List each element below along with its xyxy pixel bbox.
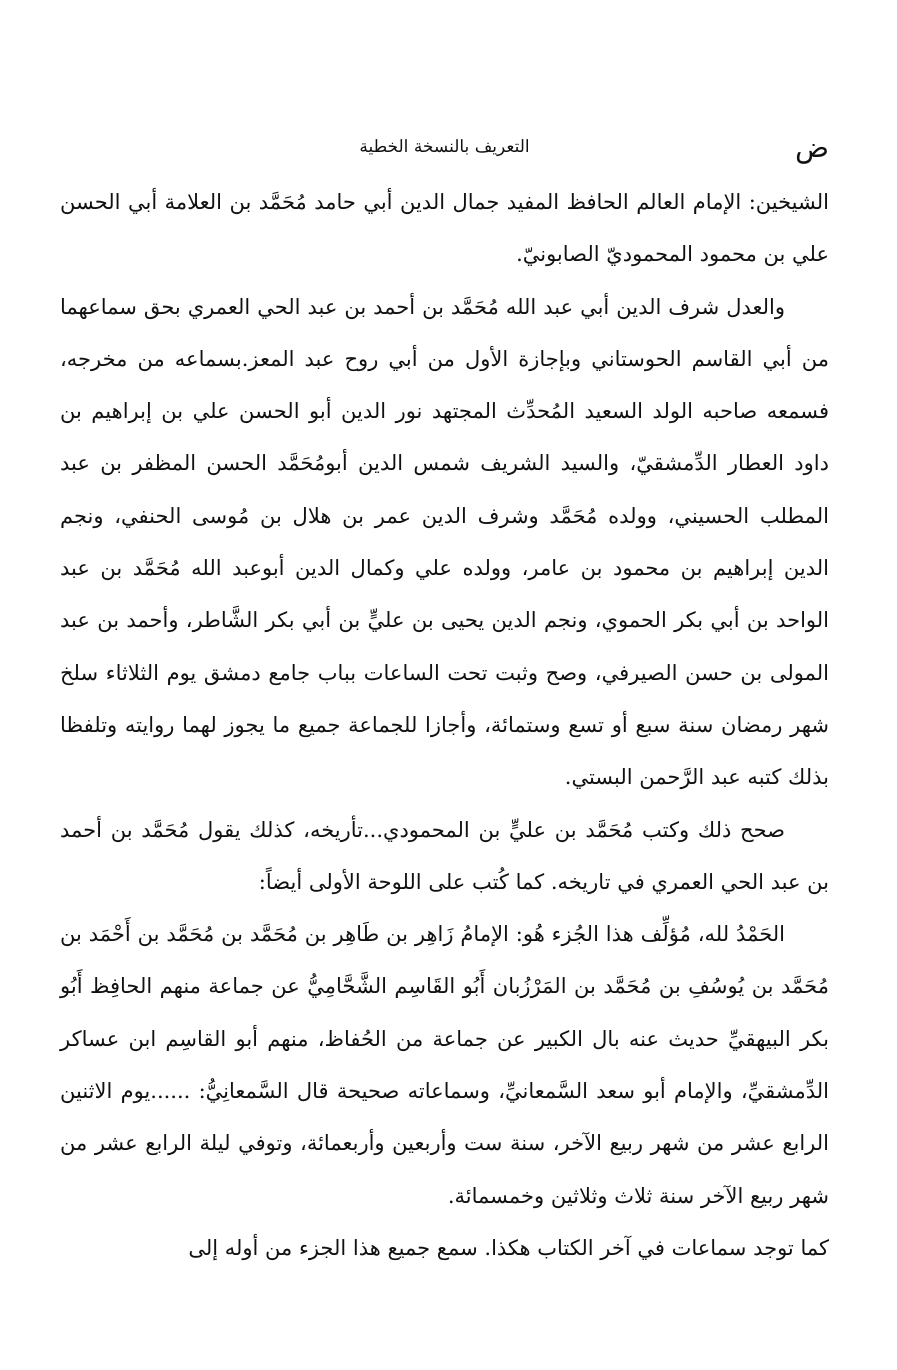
page-number: ض [795,131,829,164]
paragraph: الشيخين: الإمام العالم الحافظ المفيد جمال الدين أبي حامد مُحَمَّد بن العلامة أبي الحسن علي بن محمود المحموديّ الصابونيّ. [60,190,829,267]
paragraph: صحح ذلك وكتب مُحَمَّد بن عليٍّ بن المحمودي...تأريخه، كذلك يقول مُحَمَّد بن أحمد بن عبد الحي العمري في تاريخه. كما كُتب على اللوحة الأولى أيضاً: [60,817,829,894]
paragraph: كما توجد سماعات في آخر الكتاب هكذا. سمع جميع هذا الجزء من أوله إلى [188,1235,829,1260]
running-title: التعريف بالنسخة الخطية [359,137,530,157]
paragraph: والعدل شرف الدين أبي عبد الله مُحَمَّد بن أحمد بن عبد الحي العمري بحق سماعهما من أبي القاسم الحوستاني وبإجازة الأول من أبي روح عبد المعز.بسماعه من مخرجه، فسمعه صاحبه الولد السعيد المُحدِّث المجتهد نور الدين أبو الحسن علي بن إبراهيم بن داود العطار الدِّمشقيّ، والسيد الشريف شمس الدين أبومُحَمَّد الحسن المظفر بن عبد المطلب الحسيني، وولده مُحَمَّد وشرف الدين عمر بن هلال بن مُوسى الحنفي، ونجم الدين إبراهيم بن محمود بن عامر، وولده علي وكمال الدين أبوعبد الله مُحَمَّد بن عبد الواحد بن أبي بكر الحموي، ونجم الدين يحيى بن عليٍّ بن أبي بكر الشَّاطر، وأحمد بن عبد المولى بن حسن الصيرفي، وصح وثبت تحت الساعات بباب جامع دمشق يوم الثلاثاء سلخ شهر رمضان سنة سبع أو تسع وستمائة، وأجازا للجماعة جميع ما يجوز لهما روايته وتلفظا بذلك كتبه عبد الرَّحمن البستي. [60,294,829,790]
paragraph: الحَمْدُ لله، مُؤلِّف هذا الجُزء هُو: الإمامُ زَاهِر بن طَاهِر بن مُحَمَّد بن مُحَمَّد بن أَحْمَد بن مُحَمَّد بن يُوسُفِ بن مُحَمَّد بن المَرْزُبان أَبُو القَاسِم الشَّحَّامِيُّ عن جماعة منهم الحافِظ أَبُو بكر البيهقيِّ حديث عنه بال الكبير عن جماعة من الحُفاظ، منهم أبو القاسِم ابن عساكر الدِّمشقيِّ، والإمام أبو سعد السَّمعانيِّ، وسماعاته صحيحة قال السَّمعانِيُّ: ......يوم الاثنين الرابع عشر من شهر ربيع الآخر، سنة ست وأربعين وأربعمائة، وتوفي ليلة الرابع عشر من شهر ربيع الآخر سنة ثلاث وثلاثين وخمسمائة. [60,922,829,1208]
page-header [60,128,829,168]
body-text [60,176,829,1274]
